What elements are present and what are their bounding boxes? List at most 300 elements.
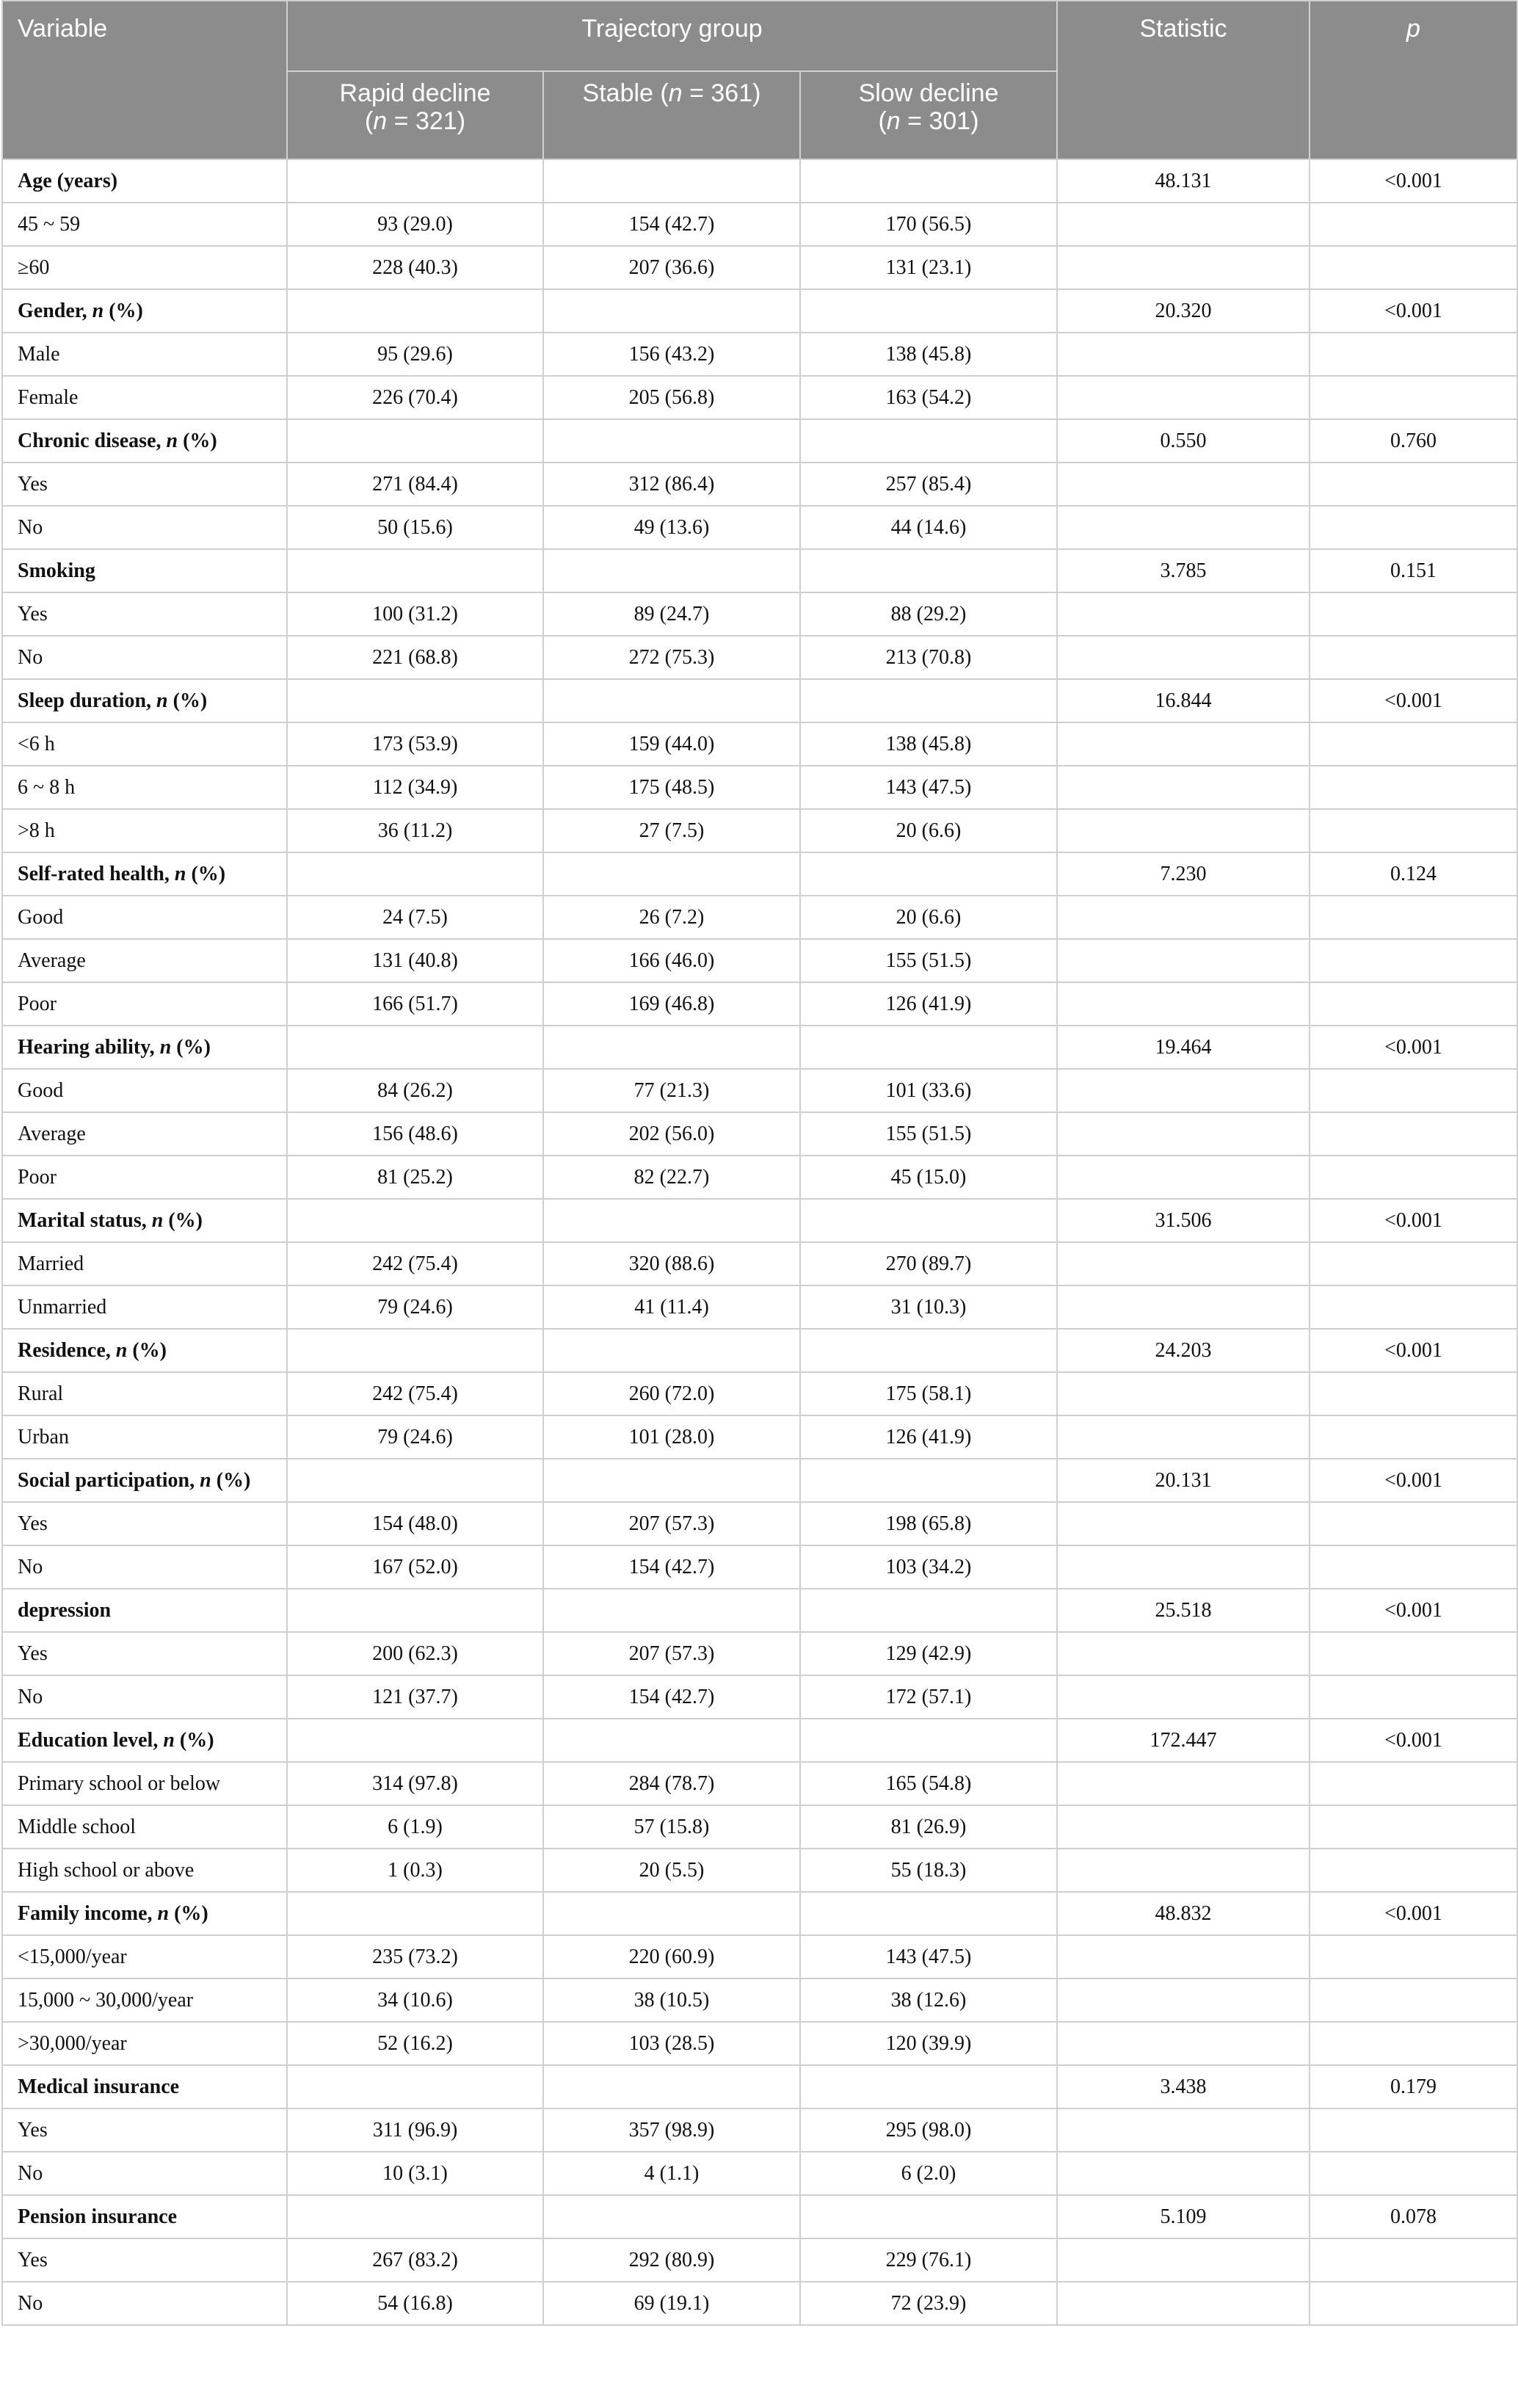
header-statistic: Statistic — [1057, 1, 1310, 159]
table-body — [2, 159, 1517, 2325]
statistic-cell — [1057, 1979, 1310, 2022]
group-value-cell: 138 (45.8) — [800, 722, 1057, 766]
statistic-cell: 3.785 — [1057, 549, 1310, 592]
label-text: No — [18, 2161, 43, 2185]
group-row — [2, 1589, 1517, 1632]
group-value-cell: 156 (43.2) — [543, 333, 800, 376]
group-value-cell: 24 (7.5) — [287, 896, 543, 939]
group-row — [2, 679, 1517, 722]
group-value-cell: 314 (97.8) — [287, 1762, 543, 1805]
group-value-cell — [800, 289, 1057, 333]
statistic-cell — [1057, 1762, 1310, 1805]
group-value-cell: 159 (44.0) — [543, 722, 800, 766]
variable-level-label — [2, 203, 287, 246]
table-row — [2, 1805, 1517, 1849]
group-value-cell: 101 (33.6) — [800, 1069, 1057, 1112]
n-symbol: n — [151, 1208, 164, 1232]
table-row — [2, 1242, 1517, 1285]
variable-level-label — [2, 982, 287, 1026]
group-value-cell: 52 (16.2) — [287, 2022, 543, 2065]
statistic-cell — [1057, 809, 1310, 852]
group-row — [2, 1719, 1517, 1762]
statistic-cell — [1057, 506, 1310, 549]
group-value-cell — [543, 2195, 800, 2238]
label-text: No — [18, 515, 43, 539]
statistic-cell — [1057, 376, 1310, 419]
label-text: Yes — [18, 2248, 48, 2271]
group-name: Rapid decline — [339, 79, 491, 107]
group-n-prefix: ( — [653, 79, 669, 107]
group-value-cell: 126 (41.9) — [800, 1415, 1057, 1459]
label-text: No — [18, 645, 43, 669]
label-text: Social participation, — [18, 1468, 200, 1492]
statistic-cell — [1057, 766, 1310, 809]
group-n-var: n — [668, 79, 683, 107]
statistic-cell — [1057, 2108, 1310, 2152]
group-value-cell: 93 (29.0) — [287, 203, 543, 246]
group-row — [2, 1459, 1517, 1502]
group-value-cell: 242 (75.4) — [287, 1242, 543, 1285]
label-text: High school or above — [18, 1858, 195, 1882]
group-value-cell: 84 (26.2) — [287, 1069, 543, 1112]
statistic-cell — [1057, 636, 1310, 679]
group-value-cell: 207 (36.6) — [543, 246, 800, 289]
group-value-cell: 69 (19.1) — [543, 2282, 800, 2325]
group-value-cell: 226 (70.4) — [287, 376, 543, 419]
statistic-cell — [1057, 2022, 1310, 2065]
group-value-cell: 4 (1.1) — [543, 2152, 800, 2195]
label-text: Married — [18, 1252, 84, 1275]
group-value-cell: 143 (47.5) — [800, 1935, 1057, 1979]
group-value-cell: 81 (25.2) — [287, 1156, 543, 1199]
group-value-cell — [287, 2065, 543, 2108]
p-value-cell — [1310, 463, 1517, 506]
group-value-cell: 26 (7.2) — [543, 896, 800, 939]
group-value-cell: 284 (78.7) — [543, 1762, 800, 1805]
header-group-stable — [543, 71, 800, 159]
label-text: Yes — [18, 472, 48, 496]
statistic-cell — [1057, 1632, 1310, 1675]
variable-level-label — [2, 1502, 287, 1545]
table-row — [2, 1979, 1517, 2022]
p-value-cell: <0.001 — [1310, 1329, 1517, 1372]
label-suffix: (%) — [167, 689, 208, 712]
statistic-cell — [1057, 1285, 1310, 1329]
group-value-cell: 357 (98.9) — [543, 2108, 800, 2152]
group-value-cell: 207 (57.3) — [543, 1632, 800, 1675]
statistic-cell — [1057, 1502, 1310, 1545]
label-text: Gender, — [18, 299, 92, 322]
variable-group-label — [2, 1459, 287, 1502]
label-suffix: (%) — [174, 1728, 214, 1752]
variable-level-label — [2, 1805, 287, 1849]
variable-group-label — [2, 1719, 287, 1762]
group-value-cell: 272 (75.3) — [543, 636, 800, 679]
statistic-cell — [1057, 203, 1310, 246]
statistic-cell — [1057, 592, 1310, 636]
label-text: No — [18, 1685, 43, 1708]
p-value-cell — [1310, 2238, 1517, 2282]
table-row — [2, 506, 1517, 549]
header-p — [1310, 1, 1517, 159]
group-value-cell: 207 (57.3) — [543, 1502, 800, 1545]
label-text: Yes — [18, 2118, 48, 2142]
group-value-cell: 120 (39.9) — [800, 2022, 1057, 2065]
label-text: Self-rated health, — [18, 862, 175, 885]
table-row — [2, 463, 1517, 506]
variable-group-label — [2, 1329, 287, 1372]
group-value-cell: 172 (57.1) — [800, 1675, 1057, 1719]
group-value-cell: 49 (13.6) — [543, 506, 800, 549]
statistic-cell: 20.131 — [1057, 1459, 1310, 1502]
label-text: >8 h — [18, 819, 55, 842]
group-value-cell — [543, 852, 800, 896]
group-value-cell: 20 (5.5) — [543, 1849, 800, 1892]
variable-level-label — [2, 2022, 287, 2065]
label-text: Residence, — [18, 1338, 116, 1362]
label-text: Good — [18, 1078, 64, 1102]
group-value-cell — [543, 159, 800, 203]
group-value-cell — [543, 1589, 800, 1632]
p-value-cell — [1310, 896, 1517, 939]
group-value-cell: 173 (53.9) — [287, 722, 543, 766]
label-text: Age (years) — [18, 169, 118, 192]
variable-level-label — [2, 2238, 287, 2282]
label-suffix: (%) — [211, 1468, 251, 1492]
variable-level-label — [2, 1979, 287, 2022]
label-text: Good — [18, 905, 64, 929]
p-value-cell — [1310, 722, 1517, 766]
group-value-cell: 55 (18.3) — [800, 1849, 1057, 1892]
group-value-cell — [543, 1329, 800, 1372]
n-symbol: n — [115, 1338, 128, 1362]
p-value-cell — [1310, 809, 1517, 852]
group-value-cell: 103 (28.5) — [543, 2022, 800, 2065]
p-value-cell: <0.001 — [1310, 1892, 1517, 1935]
table-row — [2, 1632, 1517, 1675]
group-row — [2, 1329, 1517, 1372]
variable-level-label — [2, 766, 287, 809]
group-n-value: = 301) — [900, 107, 979, 135]
table-header — [2, 1, 1517, 159]
p-value-cell — [1310, 1242, 1517, 1285]
table-row — [2, 203, 1517, 246]
p-value-cell: <0.001 — [1310, 289, 1517, 333]
group-value-cell — [800, 159, 1057, 203]
p-value-cell — [1310, 376, 1517, 419]
table-row — [2, 1156, 1517, 1199]
group-value-cell — [287, 1719, 543, 1762]
statistic-cell — [1057, 1675, 1310, 1719]
group-value-cell: 242 (75.4) — [287, 1372, 543, 1415]
statistic-cell — [1057, 1372, 1310, 1415]
variable-level-label — [2, 333, 287, 376]
group-value-cell: 20 (6.6) — [800, 896, 1057, 939]
variable-level-label — [2, 463, 287, 506]
label-text: Education level, — [18, 1728, 164, 1752]
label-text: Smoking — [18, 559, 95, 582]
header-row-top — [2, 1, 1517, 71]
p-value-cell: <0.001 — [1310, 1459, 1517, 1502]
group-n-prefix: ( — [364, 107, 374, 135]
group-value-cell: 312 (86.4) — [543, 463, 800, 506]
variable-level-label — [2, 1675, 287, 1719]
group-value-cell: 41 (11.4) — [543, 1285, 800, 1329]
statistic-cell — [1057, 722, 1310, 766]
p-value-cell: <0.001 — [1310, 1589, 1517, 1632]
header-variable: Variable — [2, 1, 287, 159]
group-value-cell: 260 (72.0) — [543, 1372, 800, 1415]
variable-group-label — [2, 289, 287, 333]
variable-level-label — [2, 1545, 287, 1589]
group-value-cell: 221 (68.8) — [287, 636, 543, 679]
group-value-cell — [800, 1459, 1057, 1502]
group-value-cell: 126 (41.9) — [800, 982, 1057, 1026]
group-value-cell — [800, 1026, 1057, 1069]
group-value-cell: 295 (98.0) — [800, 2108, 1057, 2152]
label-text: No — [18, 1555, 43, 1578]
variable-group-label — [2, 159, 287, 203]
table-row — [2, 1675, 1517, 1719]
group-value-cell — [543, 289, 800, 333]
statistic-cell: 19.464 — [1057, 1026, 1310, 1069]
p-value-cell — [1310, 1632, 1517, 1675]
statistic-cell — [1057, 1849, 1310, 1892]
label-text: Female — [18, 385, 79, 409]
group-value-cell: 112 (34.9) — [287, 766, 543, 809]
group-value-cell: 257 (85.4) — [800, 463, 1057, 506]
group-value-cell: 202 (56.0) — [543, 1112, 800, 1156]
group-value-cell — [543, 1459, 800, 1502]
group-value-cell: 20 (6.6) — [800, 809, 1057, 852]
variable-level-label — [2, 376, 287, 419]
label-suffix: (%) — [171, 1035, 211, 1059]
statistic-cell: 31.506 — [1057, 1199, 1310, 1242]
group-value-cell: 213 (70.8) — [800, 636, 1057, 679]
label-text: >30,000/year — [18, 2031, 127, 2055]
statistic-cell — [1057, 333, 1310, 376]
group-value-cell: 205 (56.8) — [543, 376, 800, 419]
p-value-cell — [1310, 1805, 1517, 1849]
group-row — [2, 159, 1517, 203]
table-row — [2, 2108, 1517, 2152]
variable-group-label — [2, 1199, 287, 1242]
variable-level-label — [2, 506, 287, 549]
statistic-cell — [1057, 1156, 1310, 1199]
p-value-cell: 0.078 — [1310, 2195, 1517, 2238]
group-value-cell — [800, 1329, 1057, 1372]
group-value-cell — [287, 1892, 543, 1935]
p-value-cell — [1310, 1112, 1517, 1156]
table-row — [2, 2022, 1517, 2065]
label-text: Marital status, — [18, 1208, 152, 1232]
table-row — [2, 333, 1517, 376]
group-value-cell: 38 (12.6) — [800, 1979, 1057, 2022]
group-value-cell: 138 (45.8) — [800, 333, 1057, 376]
group-value-cell — [543, 549, 800, 592]
statistic-cell — [1057, 896, 1310, 939]
statistic-cell — [1057, 2282, 1310, 2325]
label-text: Average — [18, 949, 86, 972]
group-row — [2, 289, 1517, 333]
group-value-cell — [543, 2065, 800, 2108]
group-row — [2, 419, 1517, 463]
group-value-cell: 198 (65.8) — [800, 1502, 1057, 1545]
group-value-cell: 292 (80.9) — [543, 2238, 800, 2282]
label-suffix: (%) — [169, 1901, 208, 1925]
group-value-cell — [543, 1719, 800, 1762]
variable-level-label — [2, 592, 287, 636]
group-value-cell — [287, 1589, 543, 1632]
group-value-cell — [543, 679, 800, 722]
variable-level-label — [2, 1156, 287, 1199]
group-value-cell: 89 (24.7) — [543, 592, 800, 636]
group-value-cell: 163 (54.2) — [800, 376, 1057, 419]
group-value-cell: 166 (46.0) — [543, 939, 800, 982]
group-value-cell: 143 (47.5) — [800, 766, 1057, 809]
group-name: Slow decline — [858, 79, 999, 107]
p-value-cell — [1310, 246, 1517, 289]
group-value-cell — [800, 1892, 1057, 1935]
group-value-cell: 54 (16.8) — [287, 2282, 543, 2325]
variable-level-label — [2, 1285, 287, 1329]
p-value-cell: <0.001 — [1310, 1026, 1517, 1069]
label-text: <6 h — [18, 732, 55, 755]
p-value-cell — [1310, 1372, 1517, 1415]
group-row — [2, 1199, 1517, 1242]
group-n-value: = 321) — [387, 107, 466, 135]
group-value-cell: 79 (24.6) — [287, 1285, 543, 1329]
p-value-cell — [1310, 982, 1517, 1026]
label-text: Male — [18, 342, 60, 366]
label-text: Average — [18, 1122, 86, 1145]
group-value-cell: 270 (89.7) — [800, 1242, 1057, 1285]
statistic-cell — [1057, 1112, 1310, 1156]
group-value-cell: 72 (23.9) — [800, 2282, 1057, 2325]
header-group-slow-decline — [800, 71, 1057, 159]
group-value-cell: 82 (22.7) — [543, 1156, 800, 1199]
group-value-cell: 169 (46.8) — [543, 982, 800, 1026]
p-value-cell: 0.124 — [1310, 852, 1517, 896]
group-value-cell: 154 (42.7) — [543, 1675, 800, 1719]
p-value-cell — [1310, 1156, 1517, 1199]
group-value-cell: 271 (84.4) — [287, 463, 543, 506]
group-value-cell: 121 (37.7) — [287, 1675, 543, 1719]
table-row — [2, 809, 1517, 852]
statistic-cell: 20.320 — [1057, 289, 1310, 333]
group-value-cell — [287, 1329, 543, 1372]
variable-level-label — [2, 636, 287, 679]
group-value-cell — [543, 1199, 800, 1242]
group-value-cell — [800, 1199, 1057, 1242]
group-value-cell: 44 (14.6) — [800, 506, 1057, 549]
variable-group-label — [2, 1026, 287, 1069]
group-value-cell: 10 (3.1) — [287, 2152, 543, 2195]
statistic-cell: 25.518 — [1057, 1589, 1310, 1632]
group-value-cell — [287, 289, 543, 333]
p-value-cell — [1310, 939, 1517, 982]
group-value-cell: 88 (29.2) — [800, 592, 1057, 636]
table-row — [2, 376, 1517, 419]
group-value-cell: 81 (26.9) — [800, 1805, 1057, 1849]
group-value-cell: 79 (24.6) — [287, 1415, 543, 1459]
table-row — [2, 1762, 1517, 1805]
label-text: Hearing ability, — [18, 1035, 160, 1059]
statistic-cell — [1057, 2152, 1310, 2195]
group-value-cell: 220 (60.9) — [543, 1935, 800, 1979]
p-value-cell — [1310, 506, 1517, 549]
label-text: Yes — [18, 1512, 48, 1535]
group-value-cell — [287, 852, 543, 896]
n-symbol: n — [200, 1468, 211, 1492]
group-value-cell: 34 (10.6) — [287, 1979, 543, 2022]
group-value-cell: 311 (96.9) — [287, 2108, 543, 2152]
group-value-cell: 175 (58.1) — [800, 1372, 1057, 1415]
p-value-cell — [1310, 1935, 1517, 1979]
p-value-cell — [1310, 1545, 1517, 1589]
p-value-cell — [1310, 1762, 1517, 1805]
variable-group-label — [2, 2065, 287, 2108]
group-value-cell: 166 (51.7) — [287, 982, 543, 1026]
statistic-cell — [1057, 1545, 1310, 1589]
label-text: Pension insurance — [18, 2205, 178, 2228]
statistic-cell — [1057, 246, 1310, 289]
statistic-cell — [1057, 1805, 1310, 1849]
statistic-cell: 5.109 — [1057, 2195, 1310, 2238]
p-value-cell: 0.760 — [1310, 419, 1517, 463]
group-value-cell — [800, 679, 1057, 722]
label-text: Sleep duration, — [18, 689, 157, 712]
label-text: Rural — [18, 1382, 64, 1405]
group-value-cell — [800, 549, 1057, 592]
group-value-cell — [287, 2195, 543, 2238]
statistic-cell: 3.438 — [1057, 2065, 1310, 2108]
statistic-cell: 24.203 — [1057, 1329, 1310, 1372]
group-value-cell — [800, 2065, 1057, 2108]
group-value-cell: 77 (21.3) — [543, 1069, 800, 1112]
group-name: Stable — [582, 79, 653, 107]
p-value-cell — [1310, 1675, 1517, 1719]
label-text: Chronic disease, — [18, 429, 167, 452]
label-suffix: (%) — [127, 1338, 167, 1362]
group-value-cell: 31 (10.3) — [800, 1285, 1057, 1329]
statistic-cell — [1057, 1415, 1310, 1459]
group-value-cell: 154 (42.7) — [543, 203, 800, 246]
table-container — [1, 0, 1517, 2326]
label-text: Yes — [18, 602, 48, 625]
table-row — [2, 1545, 1517, 1589]
statistic-cell — [1057, 1069, 1310, 1112]
header-p-label: p — [1406, 15, 1420, 43]
table-row — [2, 896, 1517, 939]
p-value-cell: <0.001 — [1310, 679, 1517, 722]
group-value-cell — [287, 1026, 543, 1069]
variable-level-label — [2, 1762, 287, 1805]
variable-level-label — [2, 722, 287, 766]
n-symbol: n — [157, 1901, 170, 1925]
variable-group-label — [2, 2195, 287, 2238]
statistic-cell: 48.131 — [1057, 159, 1310, 203]
p-value-cell: <0.001 — [1310, 1199, 1517, 1242]
n-symbol: n — [174, 862, 186, 885]
p-value-cell — [1310, 1285, 1517, 1329]
group-value-cell — [287, 419, 543, 463]
table-row — [2, 246, 1517, 289]
variable-level-label — [2, 896, 287, 939]
group-value-cell: 267 (83.2) — [287, 2238, 543, 2282]
n-symbol: n — [166, 429, 178, 452]
group-value-cell — [543, 1026, 800, 1069]
